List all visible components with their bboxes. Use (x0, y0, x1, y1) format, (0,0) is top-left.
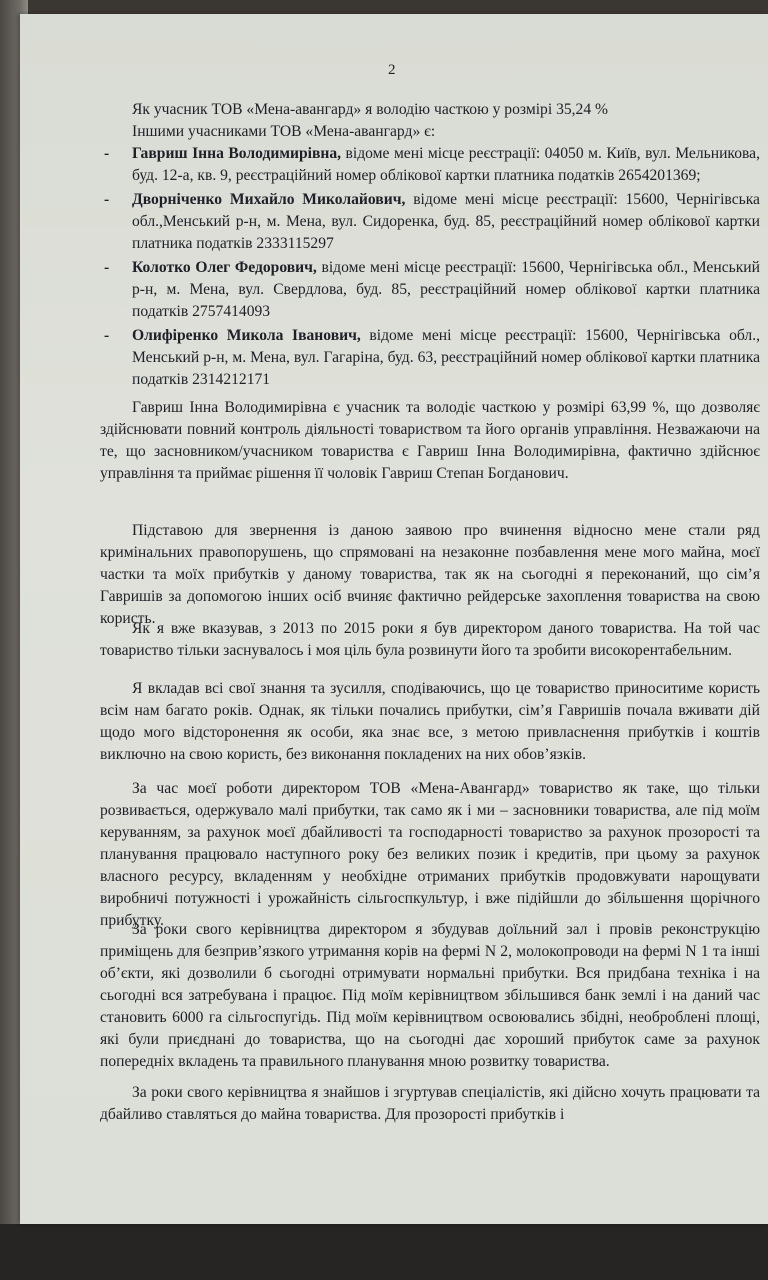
paragraph-grounds: Підставою для звернення із даною заявою про вчинення відносно мене стали ряд кримінальних правопорушень, що спрямовані на незаконне позбавлення мене мого майна, моєї частки та моїх прибутків у даному товариства, так як на сьогодні я переконаний, що сім’я Гавришів за допомогою інших осіб вчиняє фактично рейдерське захоплення товариства на свою користь. (100, 522, 760, 627)
paragraph-efforts: Я вкладав всі свої знання та зусилля, сподіваючись, що це товариство приноситиме користь всім нам багато років. Однак, як тільки почались прибутки, сім’я Гавришів почала вживати дій щодо мого відсторонення як особи, яка знає все, з метою привласнення прибутків і коштів виключно на свою користь, без виконання покладених на них обов’язків. (100, 680, 760, 763)
bullet-dash: - (104, 327, 110, 344)
background-bottom-edge (0, 1224, 768, 1280)
participant-details: відоме мені місце реєстрації: 15600, Чернігівська обл.,Менський р-н, м. Мена, вул. Сидоренка, буд. 85, реєстраційний номер облікової картки платника податків 2333115297 (132, 191, 760, 252)
paragraph-director-years: Як я вже вказував, з 2013 по 2015 роки я був директором даного товариства. На той час товариство тільки заснувалось і моя ціль була розвинути його та зробити високорентабельним. (100, 620, 760, 659)
document-page (20, 14, 768, 1224)
participants-section (100, 99, 760, 393)
participant-item (100, 257, 760, 323)
participant-details: відоме мені місце реєстрації: 15600, Чернігівська обл., Менський р-н, м. Мена, вул. Свердлова, буд. 85, реєстраційний номер облікової картки платника податків 2757414093 (132, 259, 760, 320)
bullet-dash: - (104, 191, 110, 208)
participant-name: Колотко Олег Федорович, (132, 259, 317, 276)
paragraph-block (100, 397, 760, 485)
participant-details: відоме мені місце реєстрації: 15600, Чернігівська обл., Менський р-н, м. Мена, вул. Гагаріна, буд. 63, реєстраційний номер облікової картки платника податків 2314212171 (132, 327, 760, 388)
paragraph-block (100, 618, 760, 662)
paragraph-management: За час моєї роботи директором ТОВ «Мена-Авангард» товариство як таке, що тільки розвивається, одержувало малі прибутки, так само як і ми – засновники товариства, але під моїм керуванням, за рахунок моєї дбайливості та господарності товариство за рахунок прозорості та планування працювало наступного року без великих позик і кредитів, при цьому за рахунок власного ресурсу, вкладенням у необхідне отриманих прибутків продовжувати нарощувати виробничі потужності і урожайність сільгоспкультур, і вже підійшли до збільшення щорічного прибутку. (100, 780, 760, 929)
paragraph-specialists: За роки свого керівництва я знайшов і згуртував спеціалістів, які дійсно хочуть працювати та дбайливо ставляться до майна товариства. Для прозорості прибутків і (100, 1084, 760, 1123)
paragraph-achievements: За роки свого керівництва директором я збудував доїльний зал і провів реконструкцію приміщень для безприв’язкого утримання корів на фермі N 2, молокопроводи на фермі N 1 та інші об’єкти, які дозволили б сьогодні отримувати нормальні прибутки. Вся придбана техніка і на сьогодні вся затребувана і працює. Під моїм керівництвом збільшився банк землі і на даний час становить 6000 га сільгоспугідь. Під моїм керівництвом освоювались збідні, необроблені площі, які були приєднані до товариства, що на сьогодні дає хороший прибуток саме за рахунок попередніх вкладень та правильного планування мною розвитку товариства. (100, 921, 760, 1070)
participant-details: відоме мені місце реєстрації: 04050 м. Київ, вул. Мельникова, буд. 12-а, кв. 9, реєстраційний номер облікової картки платника податків 2654201369; (132, 145, 760, 184)
paragraph-block (100, 919, 760, 1073)
participant-name: Олифіренко Микола Іванович, (132, 327, 361, 344)
bullet-dash: - (104, 145, 110, 162)
paragraph-control: Гавриш Інна Володимирівна є учасник та володіє часткою у розмірі 63,99 %, що дозволяє здійснювати повний контроль діяльності товариством та його органів управління. Незважаючи на те, що засновником/учасником товариства є Гавриш Інна Володимирівна, фактично здійснює управління та приймає рішення її чоловік Гавриш Степан Богданович. (100, 399, 760, 482)
participant-name: Гавриш Інна Володимирівна, (132, 145, 342, 162)
paragraph-block (100, 1082, 760, 1126)
paragraph-block (100, 678, 760, 766)
participant-item (100, 143, 760, 187)
participant-item (100, 189, 760, 255)
intro-line-others: Іншими учасниками ТОВ «Мена-авангард» є: (132, 123, 436, 140)
bullet-dash: - (104, 259, 110, 276)
paragraph-block (100, 520, 760, 630)
page-number: 2 (388, 62, 396, 78)
participant-item (100, 325, 760, 391)
participant-name: Дворніченко Михайло Миколайович, (132, 191, 406, 208)
paragraph-block (100, 778, 760, 932)
intro-line-share: Як учасник ТОВ «Мена-авангард» я володію часткою у розмірі 35,24 % (132, 101, 609, 118)
